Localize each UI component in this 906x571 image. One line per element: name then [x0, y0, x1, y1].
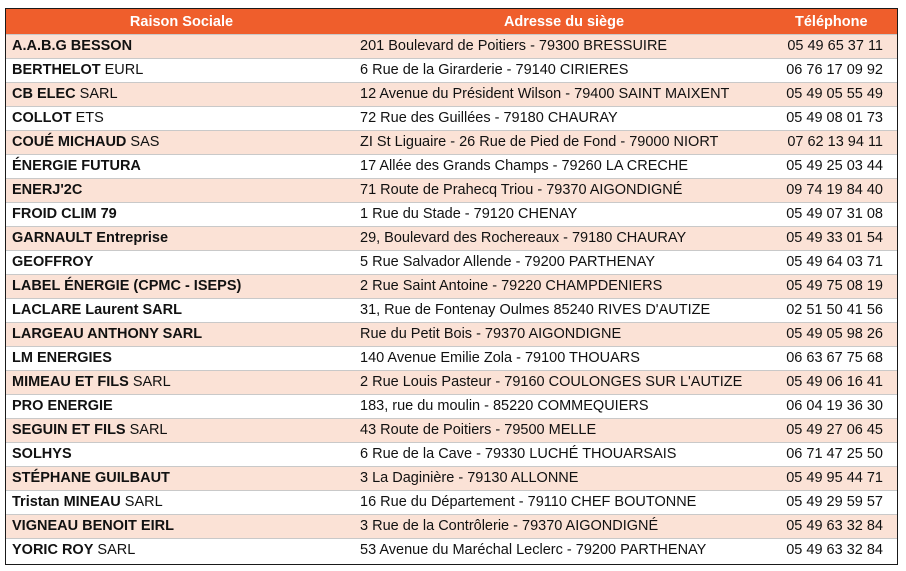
address-cell: 183, rue du moulin - 85220 COMMEQUIERS	[357, 395, 771, 419]
company-name: YORIC ROY	[12, 542, 94, 558]
header-row	[6, 9, 897, 35]
phone-cell: 05 49 25 03 44	[771, 155, 897, 179]
company-name-cell	[6, 155, 357, 179]
company-name: GARNAULT Entreprise	[12, 230, 169, 246]
company-legal-form: SARL	[93, 542, 136, 558]
company-name-cell	[6, 539, 357, 563]
company-name-cell	[6, 131, 357, 155]
phone-cell: 05 49 27 06 45	[771, 419, 897, 443]
phone-cell: 05 49 29 59 57	[771, 491, 897, 515]
company-name-cell	[6, 371, 357, 395]
company-name: BERTHELOT	[12, 62, 101, 78]
address-cell: 1 Rue du Stade - 79120 CHENAY	[357, 203, 771, 227]
phone-cell: 05 49 63 32 84	[771, 539, 897, 563]
company-name-cell	[6, 491, 357, 515]
phone-cell: 05 49 63 32 84	[771, 515, 897, 539]
table-row	[6, 131, 897, 155]
company-name: ENERJ'2C	[12, 182, 83, 198]
address-cell: 29, Boulevard des Rochereaux - 79180 CHAURAY	[357, 227, 771, 251]
address-cell: 16 Rue du Département - 79110 CHEF BOUTONNE	[357, 491, 771, 515]
phone-cell: 06 04 19 36 30	[771, 395, 897, 419]
company-legal-form: SARL	[120, 494, 163, 510]
phone-cell: 05 49 64 03 71	[771, 251, 897, 275]
table-row	[6, 107, 897, 131]
company-name: SOLHYS	[12, 446, 72, 462]
company-name-cell	[6, 323, 357, 347]
company-name: COLLOT	[12, 110, 72, 126]
phone-cell: 05 49 95 44 71	[771, 467, 897, 491]
table-row	[6, 35, 897, 59]
table-row	[6, 203, 897, 227]
company-name-cell	[6, 227, 357, 251]
company-name: PRO ENERGIE	[12, 398, 113, 414]
company-legal-form: SARL	[125, 422, 168, 438]
phone-cell: 02 51 50 41 56	[771, 299, 897, 323]
address-cell: 2 Rue Saint Antoine - 79220 CHAMPDENIERS	[357, 275, 771, 299]
table-row	[6, 323, 897, 347]
header-phone: Téléphone	[771, 9, 897, 35]
company-name: Tristan MINEAU	[12, 494, 121, 510]
address-cell: 72 Rue des Guillées - 79180 CHAURAY	[357, 107, 771, 131]
table-row	[6, 347, 897, 371]
address-cell: 201 Boulevard de Poitiers - 79300 BRESSUIRE	[357, 35, 771, 59]
table-row	[6, 371, 897, 395]
table-row	[6, 155, 897, 179]
table-row	[6, 515, 897, 539]
table-row	[6, 491, 897, 515]
phone-cell: 06 63 67 75 68	[771, 347, 897, 371]
table-row	[6, 179, 897, 203]
phone-cell: 09 74 19 84 40	[771, 179, 897, 203]
table-row	[6, 467, 897, 491]
company-name-cell	[6, 35, 357, 59]
company-name-cell	[6, 275, 357, 299]
phone-cell: 07 62 13 94 11	[771, 131, 897, 155]
company-legal-form: SARL	[75, 86, 118, 102]
contractor-table-frame	[5, 8, 898, 565]
company-name-cell	[6, 395, 357, 419]
table-row	[6, 83, 897, 107]
table-row	[6, 275, 897, 299]
table-row	[6, 299, 897, 323]
company-name-cell	[6, 299, 357, 323]
company-name: VIGNEAU BENOIT EIRL	[12, 518, 174, 534]
address-cell: 53 Avenue du Maréchal Leclerc - 79200 PARTHENAY	[357, 539, 771, 563]
phone-cell: 05 49 08 01 73	[771, 107, 897, 131]
phone-cell: 06 76 17 09 92	[771, 59, 897, 83]
table-row	[6, 59, 897, 83]
company-name: A.A.B.G BESSON	[12, 38, 133, 54]
header-name: Raison Sociale	[6, 9, 357, 35]
company-name-cell	[6, 467, 357, 491]
address-cell: 5 Rue Salvador Allende - 79200 PARTHENAY	[357, 251, 771, 275]
company-legal-form: SARL	[128, 374, 171, 390]
company-name: CB ELEC	[12, 86, 76, 102]
company-name-cell	[6, 107, 357, 131]
company-name-cell	[6, 251, 357, 275]
company-name: COUÉ MICHAUD	[12, 134, 127, 150]
address-cell: 140 Avenue Emilie Zola - 79100 THOUARS	[357, 347, 771, 371]
company-name-cell	[6, 179, 357, 203]
table-body	[6, 35, 897, 563]
company-name: LARGEAU ANTHONY SARL	[12, 326, 203, 342]
address-cell: 17 Allée des Grands Champs - 79260 LA CRECHE	[357, 155, 771, 179]
company-name: FROID CLIM 79	[12, 206, 117, 222]
company-legal-form: SAS	[126, 134, 160, 150]
phone-cell: 05 49 33 01 54	[771, 227, 897, 251]
phone-cell: 05 49 05 98 26	[771, 323, 897, 347]
company-name: LM ENERGIES	[12, 350, 112, 366]
address-cell: Rue du Petit Bois - 79370 AIGONDIGNE	[357, 323, 771, 347]
contractor-table	[6, 9, 897, 562]
company-name: LACLARE Laurent SARL	[12, 302, 182, 318]
company-name: GEOFFROY	[12, 254, 94, 270]
header-address: Adresse du siège	[357, 9, 771, 35]
table-row	[6, 395, 897, 419]
table-row	[6, 227, 897, 251]
phone-cell: 05 49 75 08 19	[771, 275, 897, 299]
company-name: ÉNERGIE FUTURA	[12, 158, 141, 174]
phone-cell: 06 71 47 25 50	[771, 443, 897, 467]
company-legal-form: ETS	[71, 110, 104, 126]
table-row	[6, 443, 897, 467]
address-cell: 3 Rue de la Contrôlerie - 79370 AIGONDIGNÉ	[357, 515, 771, 539]
company-name-cell	[6, 203, 357, 227]
company-name-cell	[6, 59, 357, 83]
address-cell: 2 Rue Louis Pasteur - 79160 COULONGES SUR L'AUTIZE	[357, 371, 771, 395]
company-name: SEGUIN ET FILS	[12, 422, 126, 438]
company-name-cell	[6, 443, 357, 467]
phone-cell: 05 49 06 16 41	[771, 371, 897, 395]
phone-cell: 05 49 05 55 49	[771, 83, 897, 107]
company-name-cell	[6, 515, 357, 539]
phone-cell: 05 49 65 37 11	[771, 35, 897, 59]
company-name: STÉPHANE GUILBAUT	[12, 470, 170, 486]
company-legal-form: EURL	[100, 62, 144, 78]
address-cell: 43 Route de Poitiers - 79500 MELLE	[357, 419, 771, 443]
table-row	[6, 539, 897, 563]
address-cell: 3 La Daginière - 79130 ALLONNE	[357, 467, 771, 491]
table-row	[6, 251, 897, 275]
address-cell: 31, Rue de Fontenay Oulmes 85240 RIVES D'AUTIZE	[357, 299, 771, 323]
address-cell: ZI St Liguaire - 26 Rue de Pied de Fond - 79000 NIORT	[357, 131, 771, 155]
company-name-cell	[6, 347, 357, 371]
company-name: MIMEAU ET FILS	[12, 374, 129, 390]
address-cell: 6 Rue de la Girarderie - 79140 CIRIERES	[357, 59, 771, 83]
address-cell: 12 Avenue du Président Wilson - 79400 SAINT MAIXENT	[357, 83, 771, 107]
company-name: LABEL ÉNERGIE (CPMC - ISEPS)	[12, 278, 242, 294]
company-name-cell	[6, 419, 357, 443]
phone-cell: 05 49 07 31 08	[771, 203, 897, 227]
company-name-cell	[6, 83, 357, 107]
table-row	[6, 419, 897, 443]
address-cell: 6 Rue de la Cave - 79330 LUCHÉ THOUARSAIS	[357, 443, 771, 467]
address-cell: 71 Route de Prahecq Triou - 79370 AIGONDIGNÉ	[357, 179, 771, 203]
